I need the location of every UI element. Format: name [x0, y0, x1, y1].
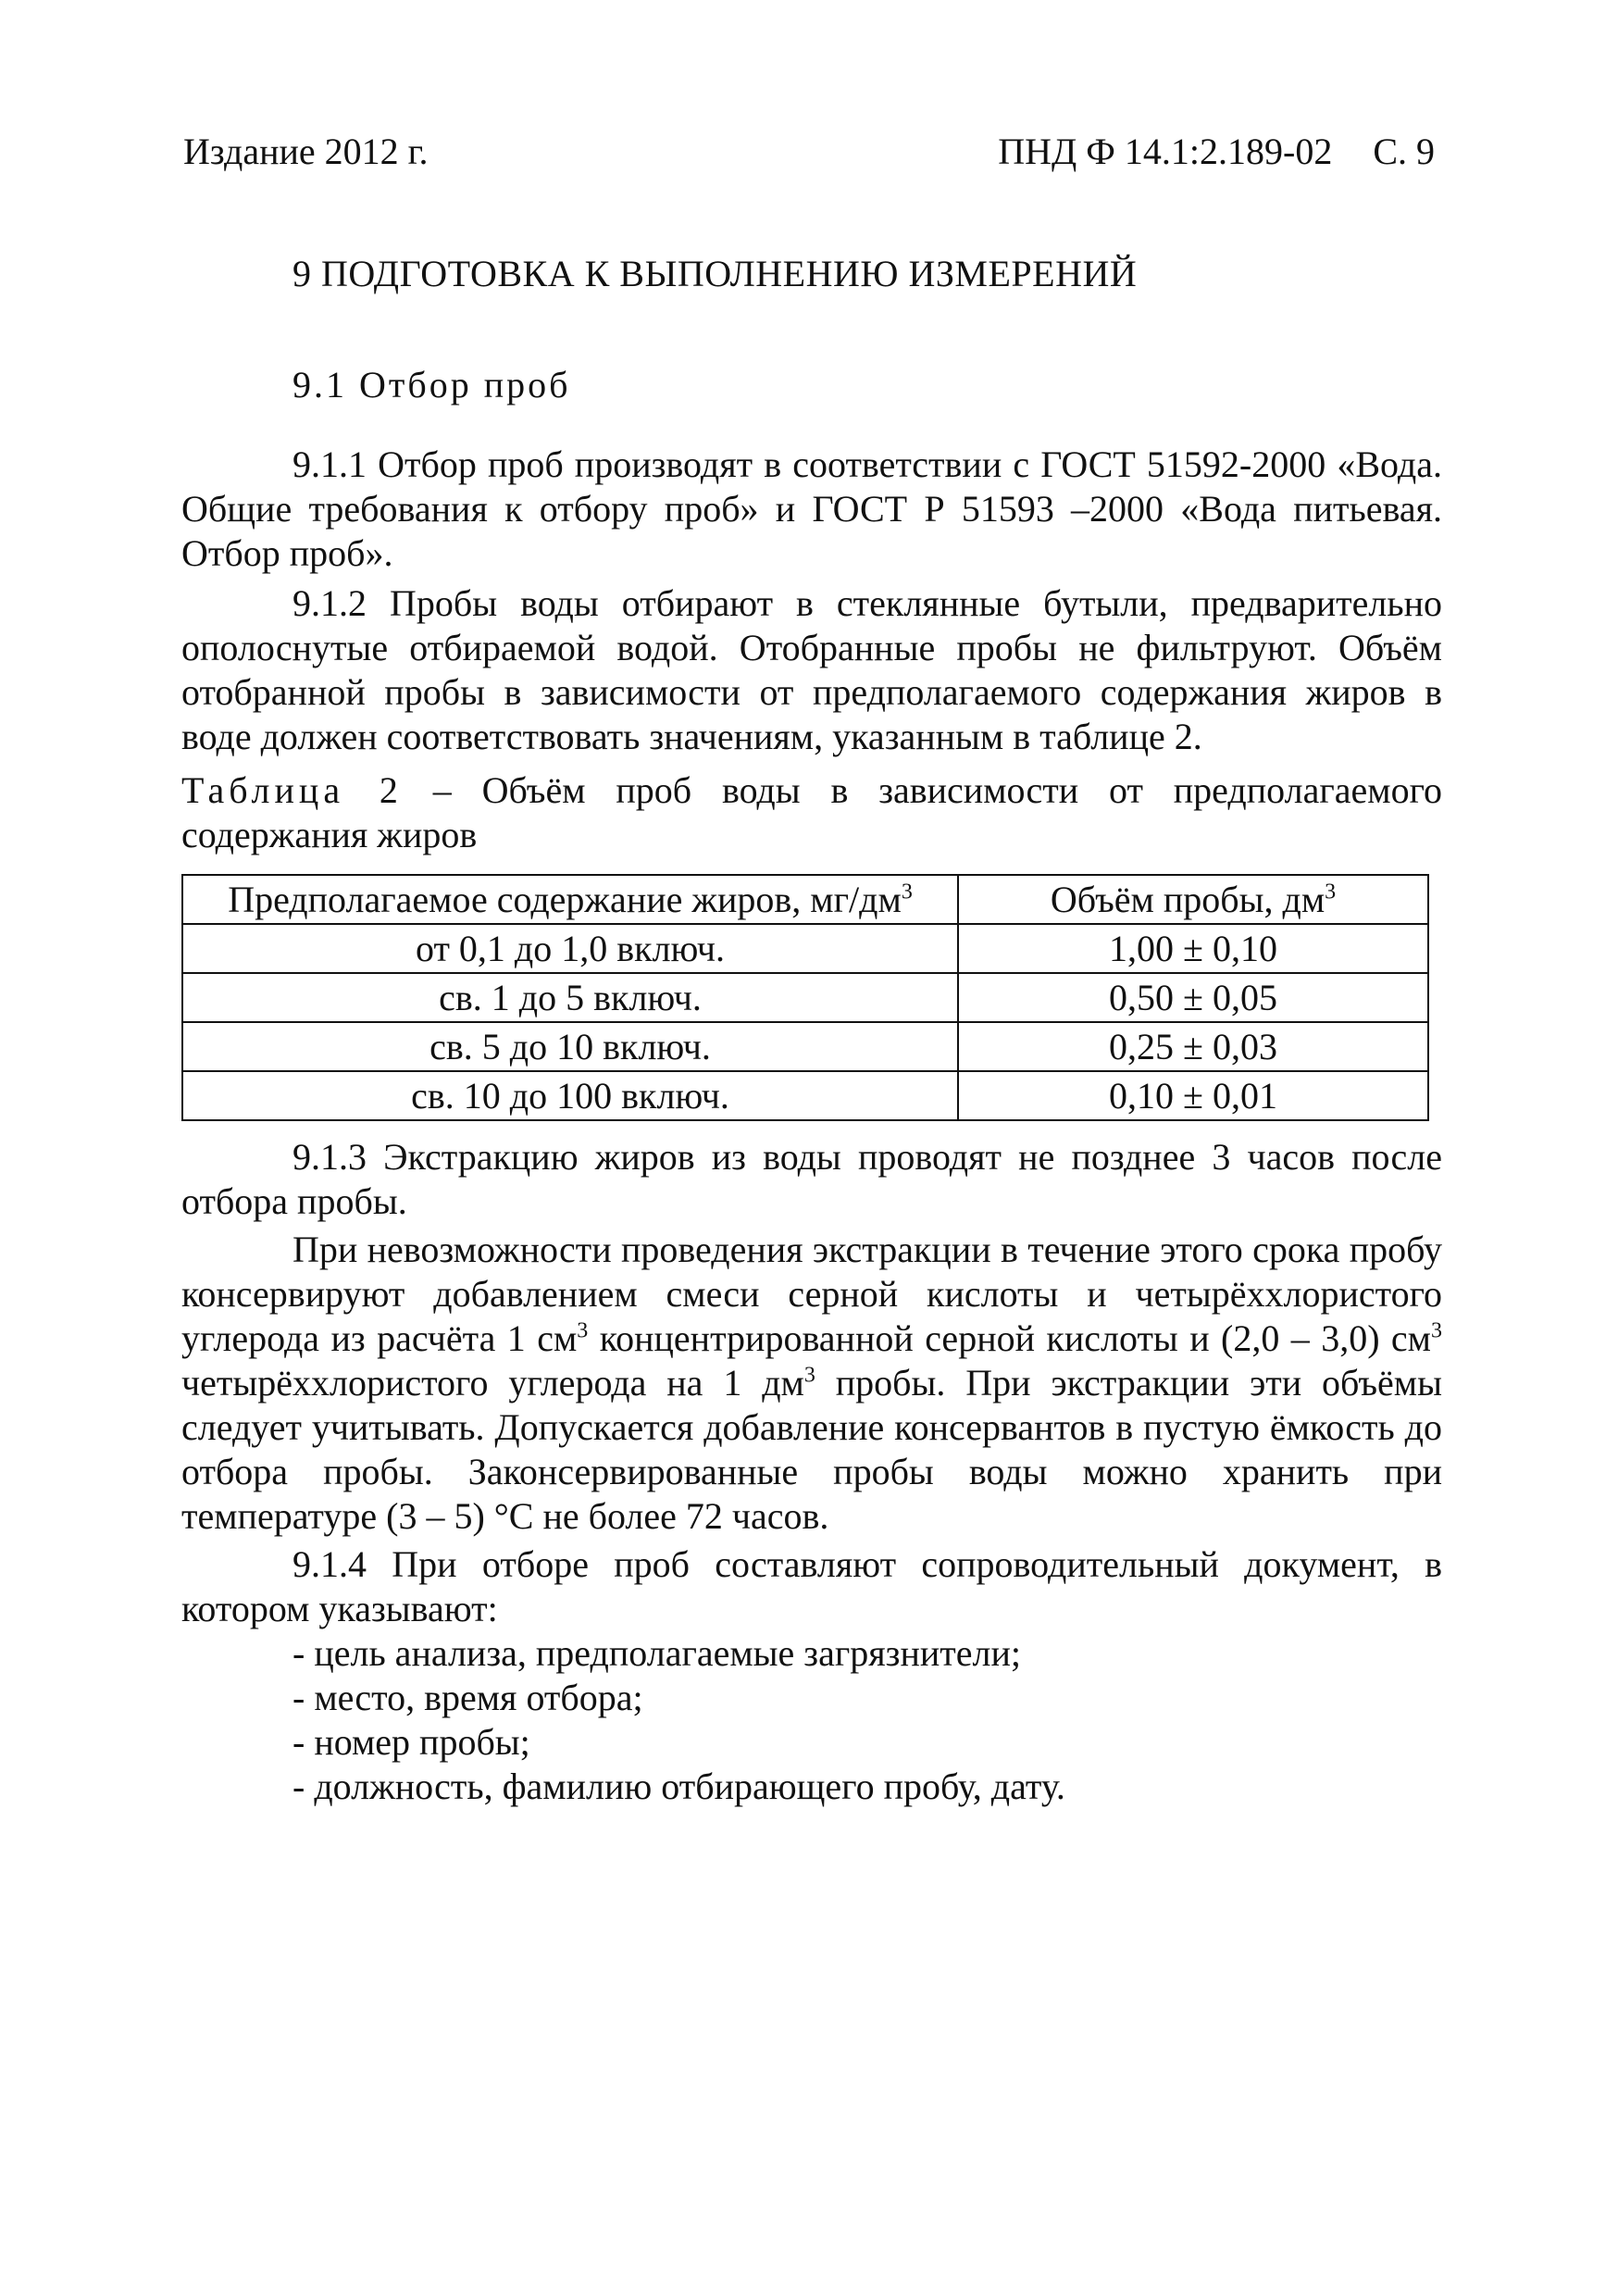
page-header-right: [998, 130, 1435, 173]
page-number: С. 9: [1373, 131, 1435, 172]
table-caption-label: Таблица 2: [181, 769, 403, 811]
paragraph-9-1-4: 9.1.4 При отборе проб составляют сопроводительный документ, в котором указывают:: [181, 1543, 1442, 1629]
list-item: - должность, фамилию отбирающего пробу, дату.: [292, 1766, 1065, 1807]
paragraph-9-1-1: 9.1.1 Отбор проб производят в соответствии с ГОСТ 51592-2000 «Вода. Общие требования к отбору проб» и ГОСТ Р 51593 –2000 «Вода питьевая. Отбор проб».: [181, 443, 1442, 574]
table-caption: [181, 768, 1442, 857]
fat-range-cell: от 0,1 до 1,0 включ.: [182, 924, 958, 973]
paragraph-9-1-2: 9.1.2 Пробы воды отбирают в стеклянные бутыли, предварительно ополоснутые отбираемой водой. Отобранные пробы не фильтруют. Объём отобранной пробы в зависимости от предполагаемого содержания жиров в воде должен соответствовать значениям, указанным в таблице 2.: [181, 582, 1442, 757]
paragraph-preservation: При невозможности проведения экстракции в течение этого срока пробу консервируют добавлением смеси серной кислоты и четырёххлористого углерода из расчёта 1 $см^3$ концентрированной серной кислоты и (2,0 – 3,0) $см^3$ четырёххлористого углерода на 1 $дм^3$ пробы. При экстракции эти объёмы следует учитывать. Допускается добавление консервантов в пустую ёмкость до отбора пробы. Законсервированные пробы воды можно хранить при температуре (3 – 5) °С не более 72 часов.: [181, 1229, 1442, 1537]
fat-range-cell: св. 1 до 5 включ.: [182, 973, 958, 1022]
list-item: - место, время отбора;: [292, 1677, 643, 1718]
list-item: - номер пробы;: [292, 1721, 530, 1763]
fat-range-cell: св. 5 до 10 включ.: [182, 1022, 958, 1071]
document-requirements-list: [292, 1631, 1065, 1809]
subsection-title: 9.1 Отбор проб: [292, 364, 571, 406]
fat-range-cell: св. 10 до 100 включ.: [182, 1071, 958, 1120]
table-row: [182, 973, 1428, 1022]
table-row: [182, 1022, 1428, 1071]
edition-label: Издание 2012 г.: [183, 131, 429, 172]
header-sample-volume: Объём пробы, $дм^3$: [958, 875, 1428, 924]
volume-cell: 0,50 ± 0,05: [958, 973, 1428, 1022]
volume-cell: 1,00 ± 0,10: [958, 924, 1428, 973]
sample-volume-table: [181, 874, 1429, 1121]
header-fat-content: Предполагаемое содержание жиров, $мг/дм^3$: [182, 875, 958, 924]
section-title: 9 ПОДГОТОВКА К ВЫПОЛНЕНИЮ ИЗМЕРЕНИЙ: [292, 253, 1138, 294]
table-row: [182, 1071, 1428, 1120]
volume-cell: 0,25 ± 0,03: [958, 1022, 1428, 1071]
table-caption-text: – Объём проб воды в зависимости от предполагаемого содержания жиров: [181, 769, 1442, 855]
table-header-row: [182, 875, 1428, 924]
paragraph-9-1-3: 9.1.3 Экстракцию жиров из воды проводят не позднее 3 часов после отбора пробы.: [181, 1136, 1442, 1222]
volume-cell: 0,10 ± 0,01: [958, 1071, 1428, 1120]
list-item: - цель анализа, предполагаемые загрязнители;: [292, 1632, 1021, 1674]
document-code: ПНД Ф 14.1:2.189-02: [998, 131, 1333, 172]
table-row: [182, 924, 1428, 973]
